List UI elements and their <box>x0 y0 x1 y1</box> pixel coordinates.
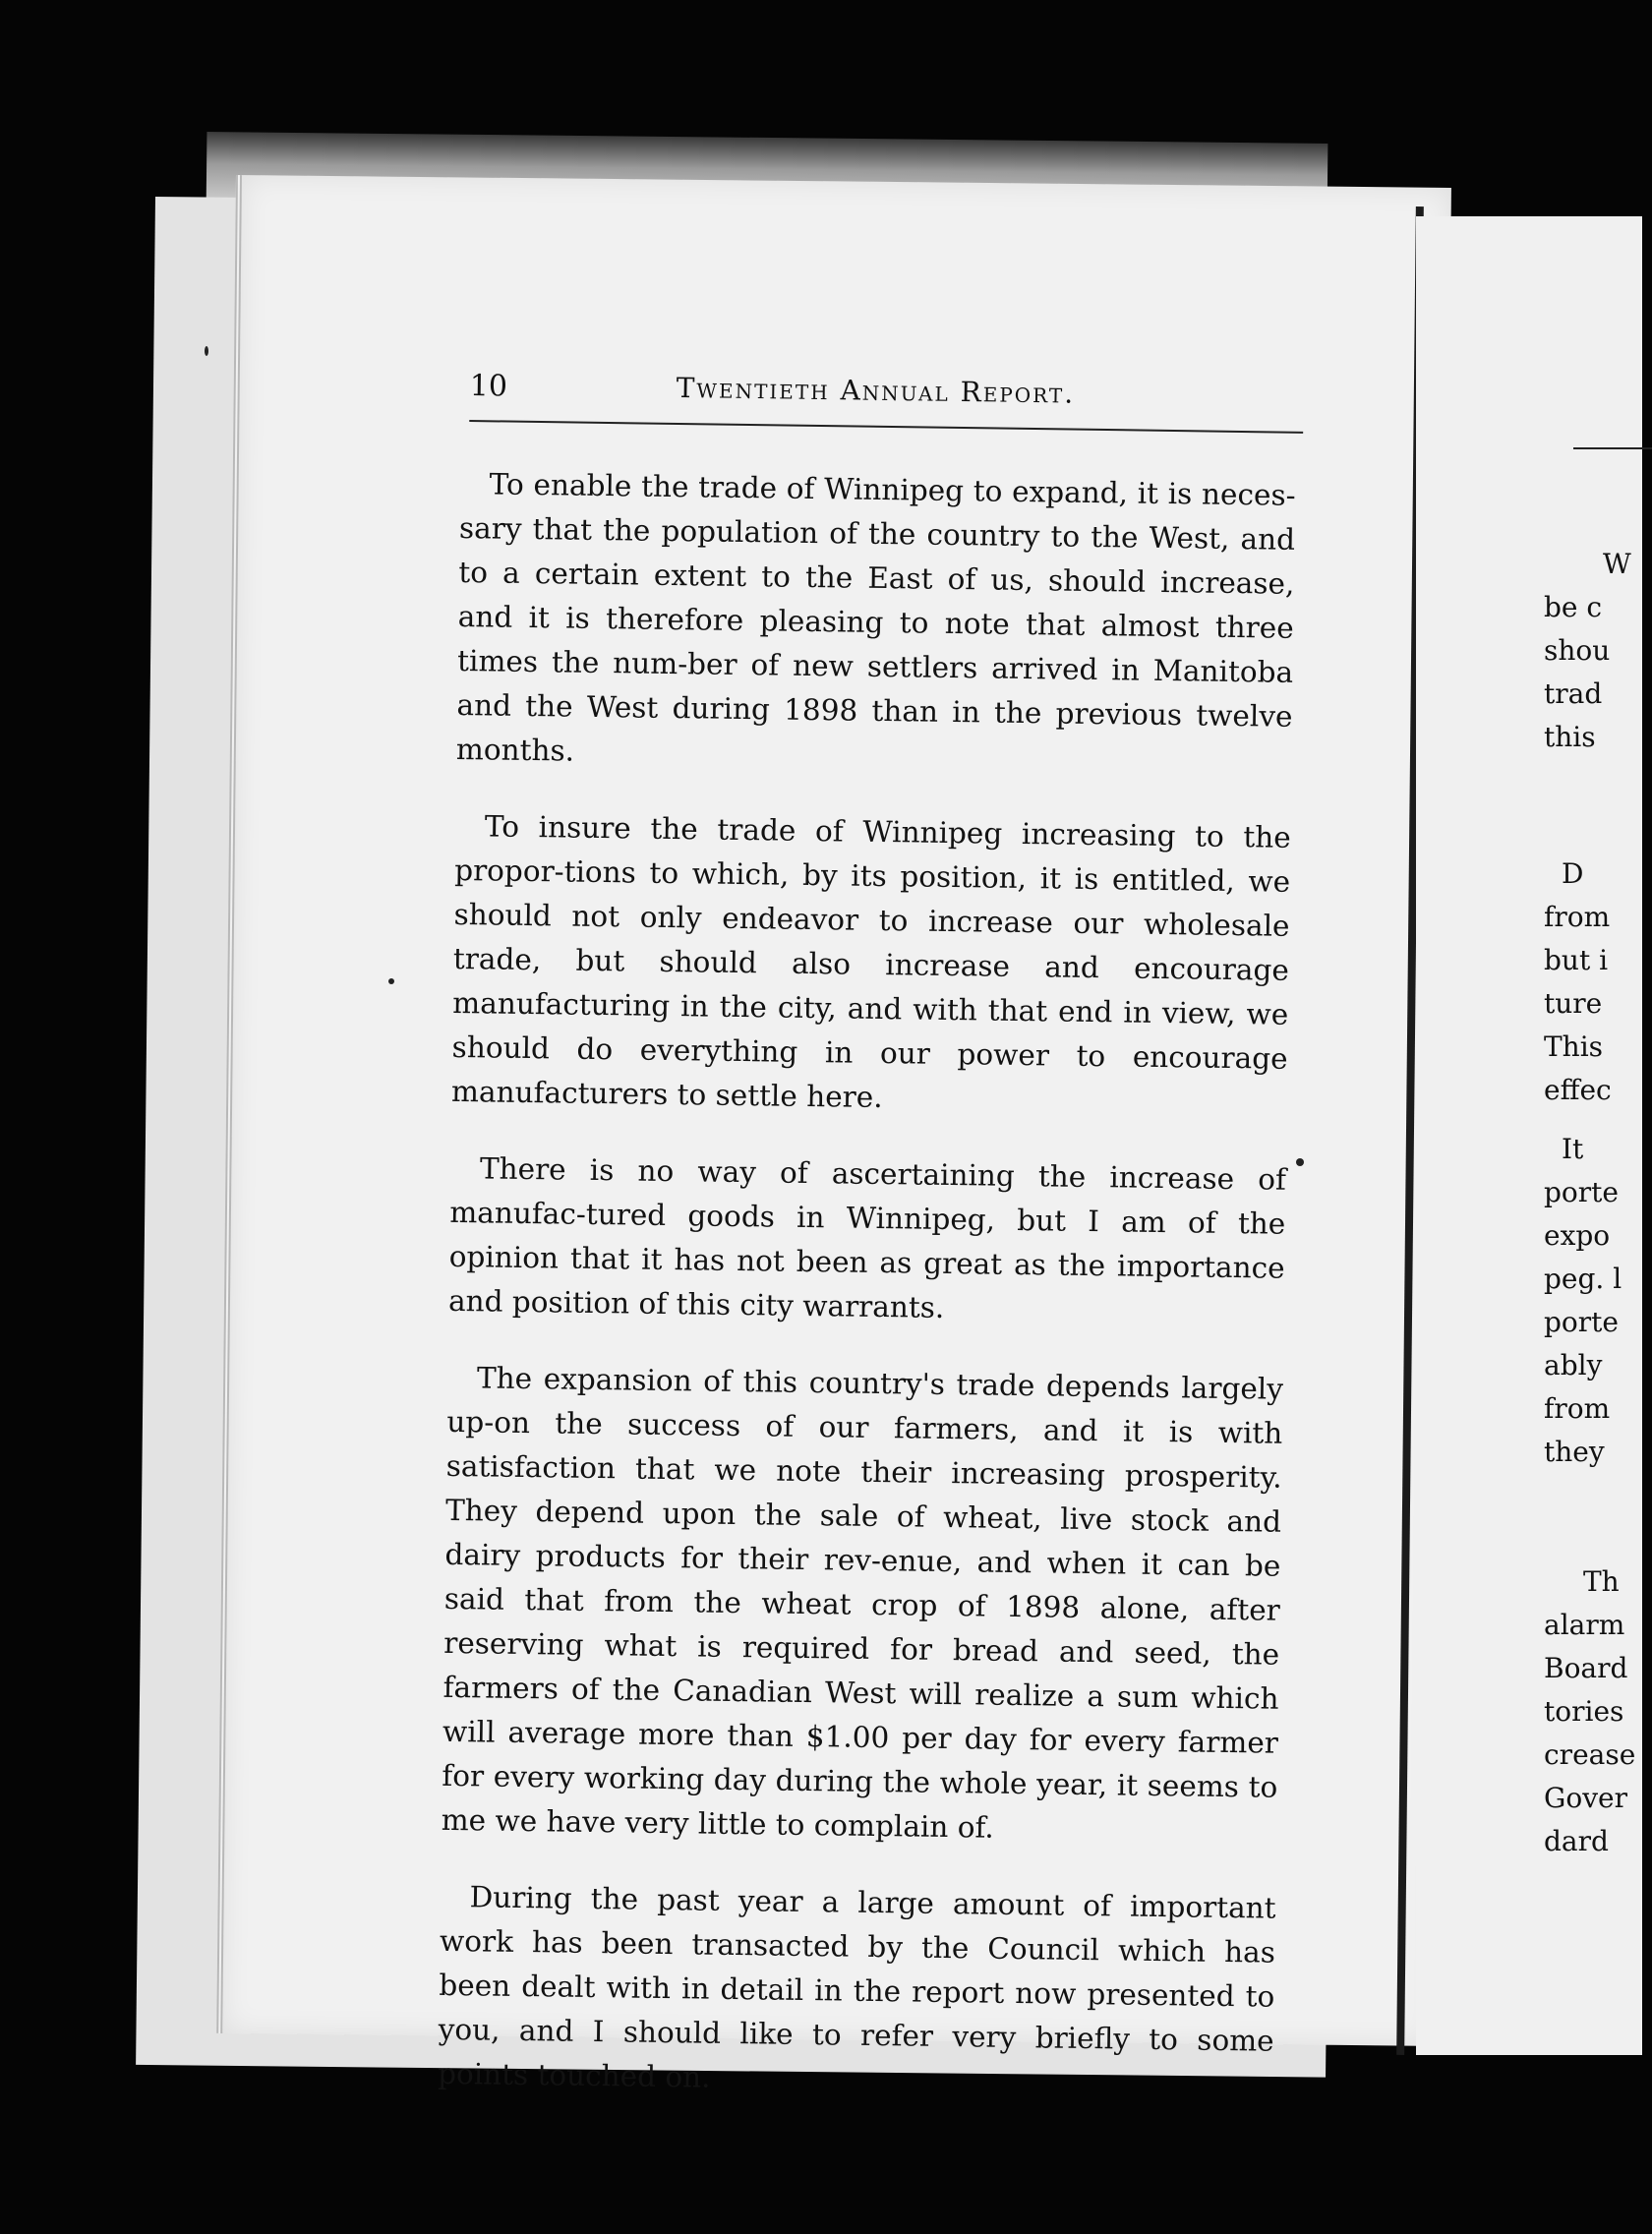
body-text <box>437 462 1296 2141</box>
facing-page-fragment: be c <box>1544 591 1603 623</box>
facing-page-fragment: W <box>1603 548 1631 580</box>
facing-page-fragment: Board <box>1544 1652 1628 1684</box>
facing-page-fragment: but i <box>1544 944 1609 976</box>
page-header <box>469 369 1286 440</box>
facing-page-fragment: they <box>1544 1436 1605 1468</box>
facing-page-fragment: from <box>1544 901 1611 933</box>
paragraph: There is no way of ascertaining the increase of manufac-tured goods in Winnipeg, but I am of the opinion that it has not been as great as the importance and position of this city warrants. <box>447 1151 1287 1324</box>
page-number: 10 <box>469 369 508 404</box>
paragraph: To insure the trade of Winnipeg increasing to the propor-tions to which, by its position, it is entitled, we should not only endeavor to increase our wholesale trade, but should also increase and encourage manufacturing in the city, and with that end in view, we should do everything in our power to encourage manufacturers to settle here. <box>450 809 1291 1115</box>
facing-page-fragment: porte <box>1544 1176 1619 1208</box>
facing-page-fragment: expo <box>1544 1219 1611 1252</box>
facing-page-fragment: trad <box>1544 677 1603 710</box>
scan-speck <box>205 346 208 356</box>
facing-page-fragment: from <box>1544 1392 1611 1425</box>
facing-page-edge <box>1416 216 1642 2055</box>
facing-page-fragment: alarm <box>1544 1609 1625 1641</box>
scan-speck <box>1296 1158 1304 1166</box>
running-title: Twentieth Annual Report. <box>676 371 1076 410</box>
facing-page-fragment: porte <box>1544 1306 1619 1338</box>
paragraph: During the past year a large amount of important work has been transacted by the Council which has been dealt with in detail in the report now presented to you, and I should like to refer very briefly to some points touched on. <box>437 1880 1276 2094</box>
facing-page-fragment: dard <box>1544 1825 1609 1857</box>
facing-page-fragment: ture <box>1544 987 1603 1020</box>
facing-page-fragment: Th <box>1583 1565 1620 1598</box>
facing-page-fragment: It <box>1562 1133 1584 1165</box>
facing-page-fragment: effec <box>1544 1074 1612 1106</box>
paragraph: The expansion of this country's trade depends largely up-on the success of our farmers, and it is with satisfaction that we note their increasing prosperity. They depend upon the sale of wheat, live stock and dairy products for their rev-enue, and when it can be said that from the wheat crop of 1898 alone, after reserving what is required for bread and seed, the farmers of the Canadian West will realize a sum which will average more than $1.00 per day for every farmer for every working day during the whole year, it seems to me we have very little to complain of. <box>441 1361 1284 1845</box>
facing-page-fragment: Gover <box>1544 1782 1627 1814</box>
facing-page-fragment: ably <box>1544 1349 1603 1382</box>
scan-speck <box>388 978 394 984</box>
facing-page-fragment: this <box>1544 721 1596 753</box>
facing-page-fragment: crease <box>1544 1738 1636 1771</box>
facing-page-fragment: tories <box>1544 1695 1624 1728</box>
facing-page-fragment: This <box>1544 1030 1604 1063</box>
facing-page-fragment: D <box>1562 857 1584 890</box>
facing-page-header-rule <box>1573 447 1652 449</box>
paragraph: To enable the trade of Winnipeg to expand, it is neces-sary that the population of the country to the West, and to a certain extent to the East of us, should increase, and it is therefore pleasing to note that almost three times the num-ber of new settlers arrived in Manitoba and the West during 1898 than in the previous twelve months. <box>455 467 1296 768</box>
facing-page-fragment: peg. l <box>1544 1263 1622 1295</box>
facing-page-fragment: shou <box>1544 634 1611 667</box>
